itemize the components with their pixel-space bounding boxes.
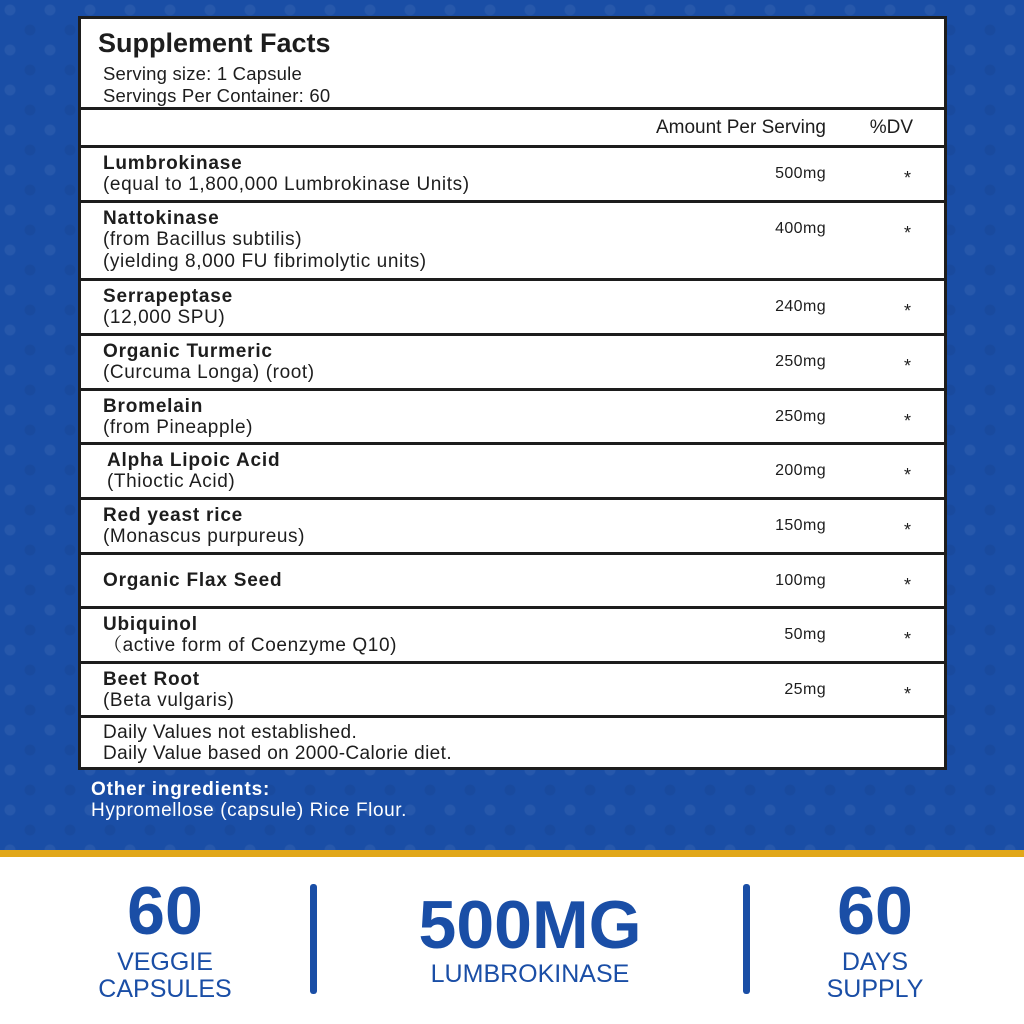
ingredient-name: Organic Turmeric [103, 341, 273, 362]
ingredient-dv: * [903, 168, 911, 188]
ingredient-dv: * [903, 629, 911, 649]
ingredient-dv: * [903, 465, 911, 485]
ingredient-row-lumbrokinase [81, 148, 944, 203]
stat-label-line1: DAYS [841, 948, 909, 976]
stat-divider [743, 884, 750, 994]
stat-value: 60 [837, 873, 913, 949]
servings-per-container: Servings Per Container: 60 [103, 85, 331, 106]
stat-label-line1: LUMBROKINASE [430, 960, 630, 988]
gold-divider-stripe [0, 850, 1024, 857]
ingredient-amount: 400mg [775, 220, 826, 237]
stat-value: 60 [127, 873, 203, 949]
ingredient-amount: 25mg [784, 681, 826, 698]
ingredient-name: Nattokinase [103, 208, 220, 229]
ingredient-name: Alpha Lipoic Acid [107, 450, 281, 471]
ingredient-name: Organic Flax Seed [103, 570, 283, 591]
ingredient-dv: * [903, 575, 911, 595]
supplement-facts-panel [78, 16, 947, 770]
daily-value-basis-note: Daily Value based on 2000-Calorie diet. [103, 743, 453, 764]
ingredient-amount: 200mg [775, 462, 826, 479]
ingredient-row-red-yeast-rice [81, 500, 944, 555]
ingredient-row-nattokinase [81, 203, 944, 281]
stat-label-line1: VEGGIE [117, 948, 213, 976]
amount-per-serving-header: Amount Per Serving [655, 117, 826, 138]
ingredient-dv: * [903, 684, 911, 704]
ingredient-name: Beet Root [103, 669, 200, 690]
ingredient-amount: 50mg [784, 626, 826, 643]
ingredient-detail: (Beta vulgaris) [103, 690, 235, 711]
ingredient-detail: (Monascus purpureus) [103, 526, 306, 547]
ingredient-amount: 250mg [775, 408, 826, 425]
ingredient-row-organic-flax-seed [81, 555, 944, 609]
stat-divider [310, 884, 317, 994]
ingredient-amount: 250mg [775, 353, 826, 370]
ingredient-amount: 240mg [775, 298, 826, 315]
ingredient-row-ubiquinol [81, 609, 944, 664]
other-ingredients-title: Other ingredients: [91, 779, 271, 800]
ingredient-row-bromelain [81, 391, 944, 445]
stat-label-line2: SUPPLY [826, 975, 924, 1003]
ingredient-row-serrapeptase [81, 281, 944, 336]
ingredient-dv: * [903, 356, 911, 376]
other-ingredients-text: Hypromellose (capsule) Rice Flour. [91, 800, 408, 821]
ingredient-row-alpha-lipoic-acid [81, 445, 944, 500]
ingredient-amount: 500mg [775, 165, 826, 182]
ingredient-row-beet-root [81, 664, 944, 718]
ingredient-row-organic-turmeric [81, 336, 944, 391]
stat-value: 500MG [418, 887, 642, 963]
ingredient-dv: * [903, 223, 911, 243]
dv-header: %DV [869, 117, 913, 138]
stat-days-supply [795, 873, 955, 1003]
facts-title: Supplement Facts [98, 28, 331, 58]
ingredient-name: Red yeast rice [103, 505, 244, 526]
ingredient-name: Bromelain [103, 396, 204, 417]
daily-values-note: Daily Values not established. [103, 722, 358, 743]
facts-header [81, 19, 944, 110]
column-header [81, 110, 944, 148]
serving-size: Serving size: 1 Capsule [103, 63, 302, 84]
stat-lumbrokinase-dose [370, 887, 690, 988]
ingredient-detail: （active form of Coenzyme Q10) [103, 635, 398, 656]
ingredient-name: Ubiquinol [103, 614, 198, 635]
ingredient-detail: (12,000 SPU) [103, 307, 226, 328]
ingredient-dv: * [903, 520, 911, 540]
ingredient-detail-2: (yielding 8,000 FU fibrimolytic units) [103, 251, 427, 272]
ingredient-amount: 100mg [775, 572, 826, 589]
ingredient-name: Lumbrokinase [103, 153, 243, 174]
ingredient-detail: (Thioctic Acid) [107, 471, 236, 492]
ingredient-dv: * [903, 411, 911, 431]
ingredient-detail: (from Pineapple) [103, 417, 254, 438]
stat-capsule-count [80, 873, 250, 1003]
ingredient-name: Serrapeptase [103, 286, 234, 307]
ingredient-detail: (equal to 1,800,000 Lumbrokinase Units) [103, 174, 470, 195]
ingredient-dv: * [903, 301, 911, 321]
ingredient-amount: 150mg [775, 517, 826, 534]
stat-label-line2: CAPSULES [98, 975, 232, 1003]
ingredient-detail: (from Bacillus subtilis) [103, 229, 303, 250]
ingredient-detail: (Curcuma Longa) (root) [103, 362, 315, 383]
